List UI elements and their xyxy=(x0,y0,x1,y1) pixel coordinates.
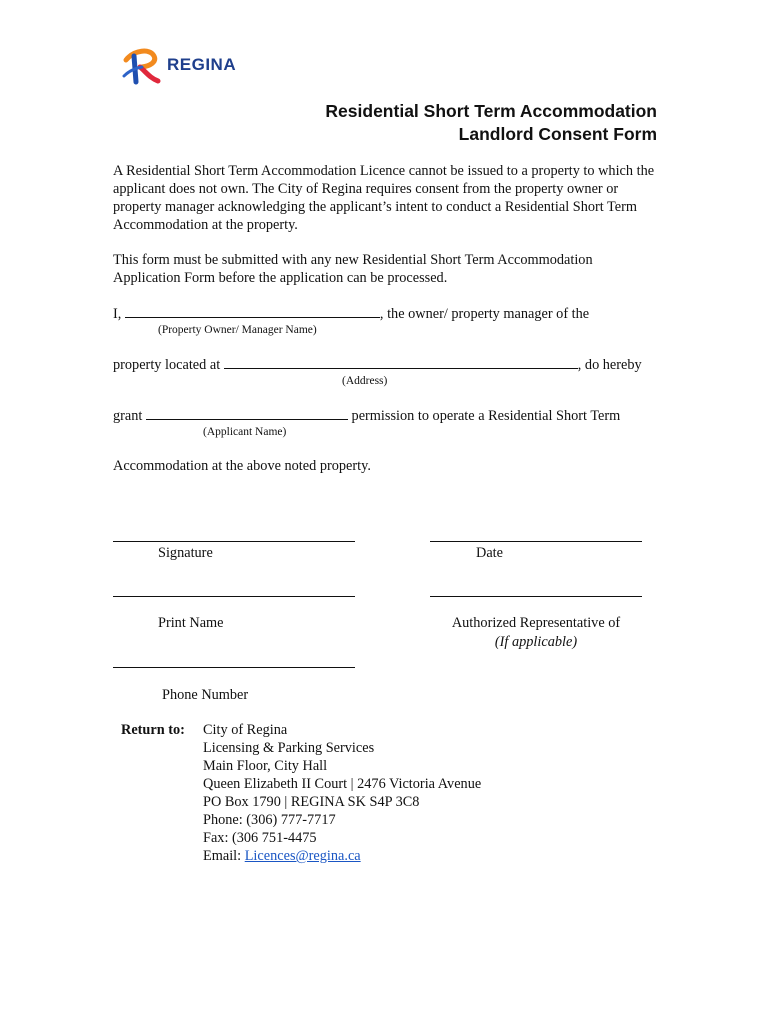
address-line: PO Box 1790 | REGINA SK S4P 3C8 xyxy=(203,794,420,810)
consent-line-4: Accommodation at the above noted property. xyxy=(113,458,371,474)
address-line: Licensing & Parking Services xyxy=(203,740,375,756)
address-line: Fax: (306 751-4475 xyxy=(203,830,317,846)
applicant-name-caption: (Applicant Name) xyxy=(203,426,287,438)
regina-logo xyxy=(120,46,250,86)
consent-line-2-suffix: , do hereby xyxy=(577,357,642,373)
intro-paragraph-1: A Residential Short Term Accommodation Licence cannot be issued to a property to which the applicant does not own. The City of Regina requires consent from the property owner or property manager acknowledging the applicant’s intent to conduct a Residential Short Term Accommodation at the property. xyxy=(113,163,655,233)
owner-name-field[interactable] xyxy=(125,305,380,318)
authorized-rep-label: Authorized Representative of xyxy=(451,615,621,631)
applicant-name-field[interactable] xyxy=(146,407,348,420)
phone-number-field[interactable] xyxy=(113,667,355,668)
regina-r-logo-icon xyxy=(120,46,164,86)
title-line-2: Landlord Consent Form xyxy=(458,124,657,144)
signature-label: Signature xyxy=(158,545,213,561)
date-field[interactable] xyxy=(430,541,642,542)
consent-line-2-prefix: property located at xyxy=(113,357,221,373)
consent-line-3-suffix: permission to operate a Residential Short Term xyxy=(351,408,621,424)
consent-line-3-prefix: grant xyxy=(113,408,143,424)
consent-line-3 xyxy=(113,407,620,425)
authorized-rep-field[interactable] xyxy=(430,596,642,597)
date-label: Date xyxy=(476,545,503,561)
email-prefix: Email: xyxy=(203,848,245,864)
address-line: City of Regina xyxy=(203,722,288,738)
signature-field[interactable] xyxy=(113,541,355,542)
intro-paragraph-2: This form must be submitted with any new Residential Short Term Accommodation Application Form before the application can be processed. xyxy=(113,252,593,286)
email-link[interactable]: Licences@regina.ca xyxy=(244,848,361,864)
consent-line-2 xyxy=(113,356,642,374)
address-line: Queen Elizabeth II Court | 2476 Victoria Avenue xyxy=(203,776,482,792)
address-field[interactable] xyxy=(224,356,578,369)
title-line-1: Residential Short Term Accommodation xyxy=(325,101,657,121)
return-address xyxy=(203,721,481,865)
consent-line-1-suffix: , the owner/ property manager of the xyxy=(379,306,590,322)
address-line: Main Floor, City Hall xyxy=(203,758,328,774)
page-title xyxy=(260,100,657,146)
consent-line-1 xyxy=(113,305,589,323)
phone-number-label: Phone Number xyxy=(162,687,249,703)
address-caption: (Address) xyxy=(342,375,388,387)
print-name-field[interactable] xyxy=(113,596,355,597)
address-line: Phone: (306) 777-7717 xyxy=(203,812,336,828)
consent-line-1-prefix: I, xyxy=(113,306,122,322)
logo-text: REGINA xyxy=(167,55,237,74)
return-to-label: Return to: xyxy=(121,722,185,738)
if-applicable-label: (If applicable) xyxy=(494,634,578,650)
print-name-label: Print Name xyxy=(158,615,224,631)
owner-name-caption: (Property Owner/ Manager Name) xyxy=(158,324,317,336)
email-line xyxy=(203,847,481,865)
